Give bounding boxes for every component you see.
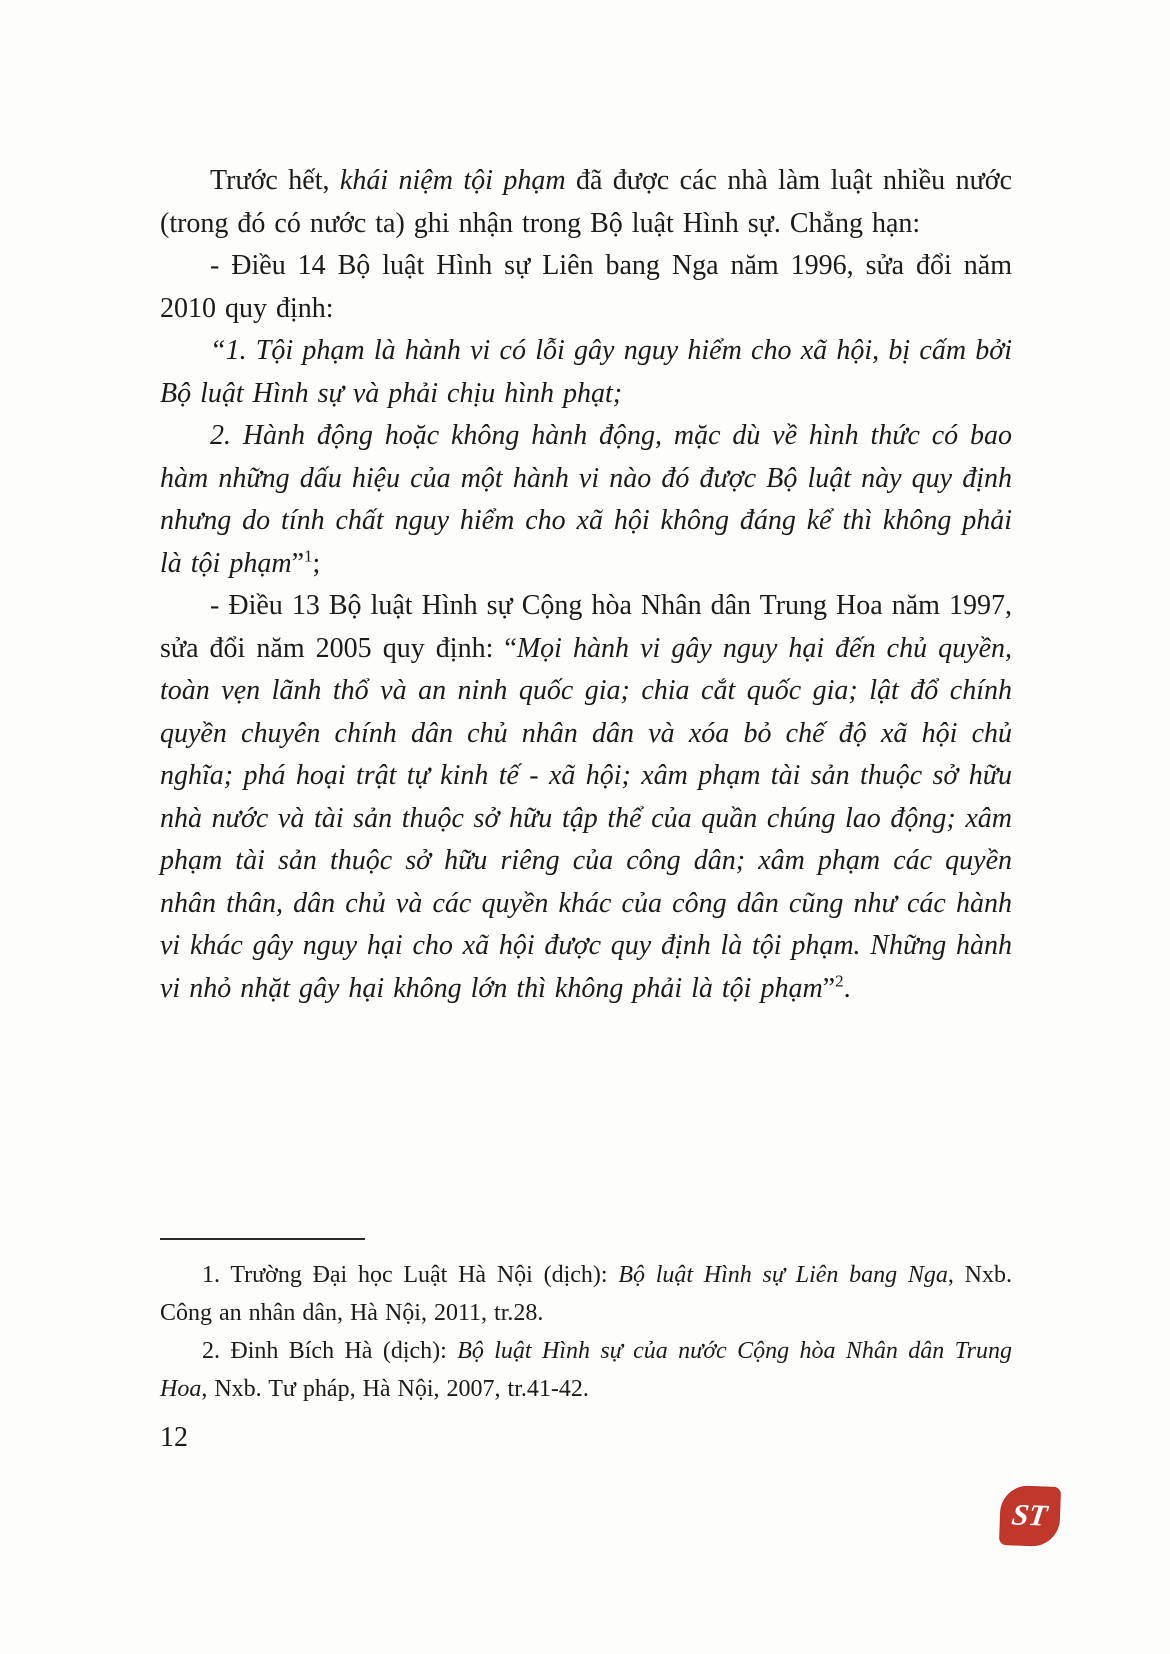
text-run: - Điều 14 Bộ luật Hình sự Liên bang Nga năm 1996, sửa đổi năm 2010 quy định: — [160, 250, 1012, 324]
paragraph — [160, 330, 1012, 415]
text-run: đã được các nhà làm luật nhiều nước (trong đó có nước ta) ghi nhận trong Bộ luật Hình sự. Chẳng hạn: — [160, 165, 1012, 239]
text-run: ; — [312, 547, 321, 579]
text-run: 2. Đinh Bích Hà (dịch): — [202, 1338, 458, 1364]
paragraph — [160, 585, 1012, 1010]
footnote-item — [160, 1332, 1012, 1408]
paragraph — [160, 415, 1012, 585]
footnote-item — [160, 1256, 1012, 1332]
footnote-ref: 2 — [835, 971, 844, 991]
paragraph — [160, 160, 1012, 245]
footnotes — [160, 1256, 1012, 1408]
text-run: Trước hết, — [210, 165, 340, 196]
text-run: ” — [291, 547, 304, 579]
text-run: - Điều 13 Bộ luật Hình sự Cộng hòa Nhân dân Trung Hoa năm 1997, sửa đổi năm 2005 quy định: “ — [160, 590, 1012, 664]
italic-text-run: 2. Hành động hoặc không hành động, mặc dù về hình thức có bao hàm những dấu hiệu của một hành vi nào đó được Bộ luật này quy định nhưng do tính chất nguy hiểm cho xã hội không đáng kể thì không phải là tội phạm — [160, 420, 1012, 579]
text-run: , Nxb. Công an nhân dân, Hà Nội, 2011, tr.28. — [160, 1262, 1012, 1326]
text-run: , Nxb. Tư pháp, Hà Nội, 2007, tr.41-42. — [201, 1376, 589, 1402]
publisher-logo — [999, 1485, 1061, 1547]
footnote-ref: 1 — [304, 546, 313, 566]
italic-text-run: khái niệm tội phạm — [339, 165, 566, 196]
italic-text-run: Bộ luật Hình sự Liên bang Nga — [618, 1262, 948, 1288]
page-number: 12 — [160, 1422, 188, 1453]
footnote-separator — [160, 1238, 365, 1240]
text-run: 1. Trường Đại học Luật Hà Nội (dịch): — [202, 1262, 619, 1288]
paragraph — [160, 245, 1012, 330]
text-run: . — [843, 972, 851, 1004]
italic-text-run: Mọi hành vi gây nguy hại đến chủ quyền, toàn vẹn lãnh thổ và an ninh quốc gia; chia cắt quốc gia; lật đổ chính quyền chuyên chính dân chủ nhân dân và xóa bỏ chế độ xã hội chủ nghĩa; phá hoại trật tự kinh tế - xã hội; xâm phạm tài sản thuộc sở hữu nhà nước và tài sản thuộc sở hữu tập thể của quần chúng lao động; xâm phạm tài sản thuộc sở hữu riêng của công dân; xâm phạm các quyền nhân thân, dân chủ và các quyền khác của công dân cũng như các hành vi khác gây nguy hại cho xã hội được quy định là tội phạm. Những hành vi nhỏ nhặt gây hại không lớn thì không phải là tội phạm — [160, 632, 1012, 1004]
body-text — [160, 160, 1012, 1010]
text-run: ” — [822, 972, 836, 1004]
italic-text-run: Bộ luật Hình sự của nước Cộng hòa Nhân dân Trung Hoa — [160, 1338, 1012, 1402]
publisher-logo-text: ST — [1010, 1498, 1050, 1533]
italic-text-run: “1. Tội phạm là hành vi có lỗi gây nguy hiểm cho xã hội, bị cấm bởi Bộ luật Hình sự và phải chịu hình phạt; — [160, 335, 1012, 409]
